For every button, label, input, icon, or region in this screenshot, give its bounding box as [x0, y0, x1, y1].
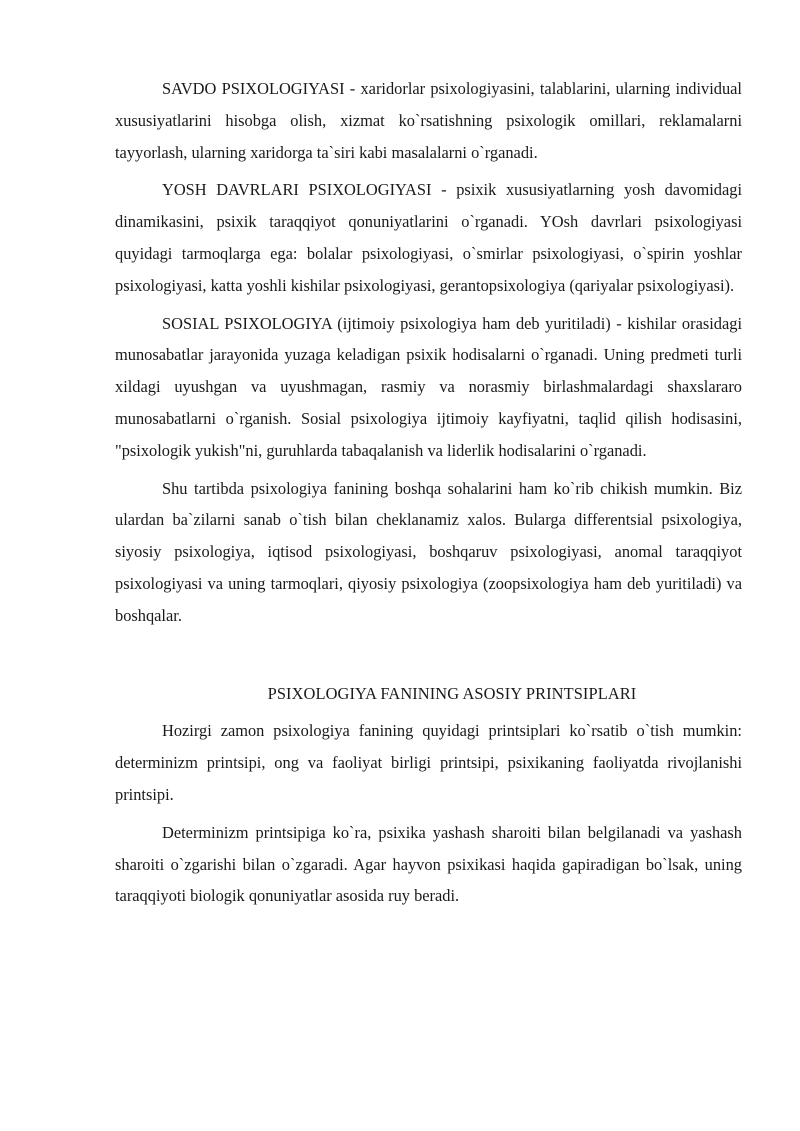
document-body — [115, 73, 742, 918]
paragraph-boshqa-sohalar: Shu tartibda psixologiya fanining boshqa sohalarini ham ko`rib chikish mumkin. Biz ulardan ba`zilarni sanab o`tish bilan cheklanamiz xalos. Bularga differentsial psixologiya, siyosiy psixologiya, iqtisod psixologiyasi, boshqaruv psixologiyasi, anomal taraqqiyot psixologiyasi va uning tarmoqlari, qiyosiy psixologiya (zoopsixologiya ham deb yuritiladi) va boshqalar. — [115, 478, 742, 625]
section-heading: PSIXOLOGIYA FANINING ASOSIY PRINTSIPLARI — [267, 683, 637, 703]
paragraph-determinizm: Determinizm printsipiga ko`ra, psixika yashash sharoiti bilan belgilanadi va yashash sharoiti o`zgarishi bilan o`zgaradi. Agar hayvon psixikasi haqida gapiradigan bo`lsak, uning taraqqiyoti biologik qonuniyatlar asosida ruy beradi. — [115, 822, 742, 906]
paragraph-savdo-psixologiyasi: SAVDO PSIXOLOGIYASI - xaridorlar psixologiyasini, talablarini, ularning individual xususiyatlarini hisobga olish, xizmat ko`rsatishning psixologik omillari, reklamalarni tayyorlash, ularning xaridorga ta`siri kabi masalalarni o`rganadi. — [115, 79, 742, 162]
paragraph-sosial-psixologiya: SOSIAL PSIXOLOGIYA (ijtimoiy psixologiya ham deb yuritiladi) - kishilar orasidagi munosabatlar jarayonida yuzaga keladigan psixik hodisalarni o`rganadi. Uning predmeti turli xildagi uyushgan va uyushmagan, rasmiy va norasmiy birlashmalardagi shaxslararo munosabatlarni o`rganish. Sosial psixologiya ijtimoiy kayfiyatni, taqlid qilish hodisasini, "psixologik yukish"ni, guruhlarda tabaqalanish va liderlik hodisalarini o`rganadi. — [115, 313, 742, 460]
paragraph-printsiplar: Hozirgi zamon psixologiya fanining quyidagi printsiplari ko`rsatib o`tish mumkin: determinizm printsipi, ong va faoliyat birligi printsipi, psixikaning faoliyatda rivojlanishi printsipi. — [115, 721, 742, 804]
paragraph-yosh-davrlari-psixologiyasi: YOSH DAVRLARI PSIXOLOGIYASI - psixik xususiyatlarning yosh davomidagi dinamikasini, psixik taraqqiyot qonuniyatlarini o`rganadi. YOsh davrlari psixologiyasi quyidagi tarmoqlarga ega: bolalar psixologiyasi, o`smirlar psixologiyasi, o`spirin yoshlar psixologiyasi, katta yoshli kishilar psixologiyasi, gerantopsixologiya (qariyalar psixologiyasi). — [115, 180, 742, 295]
